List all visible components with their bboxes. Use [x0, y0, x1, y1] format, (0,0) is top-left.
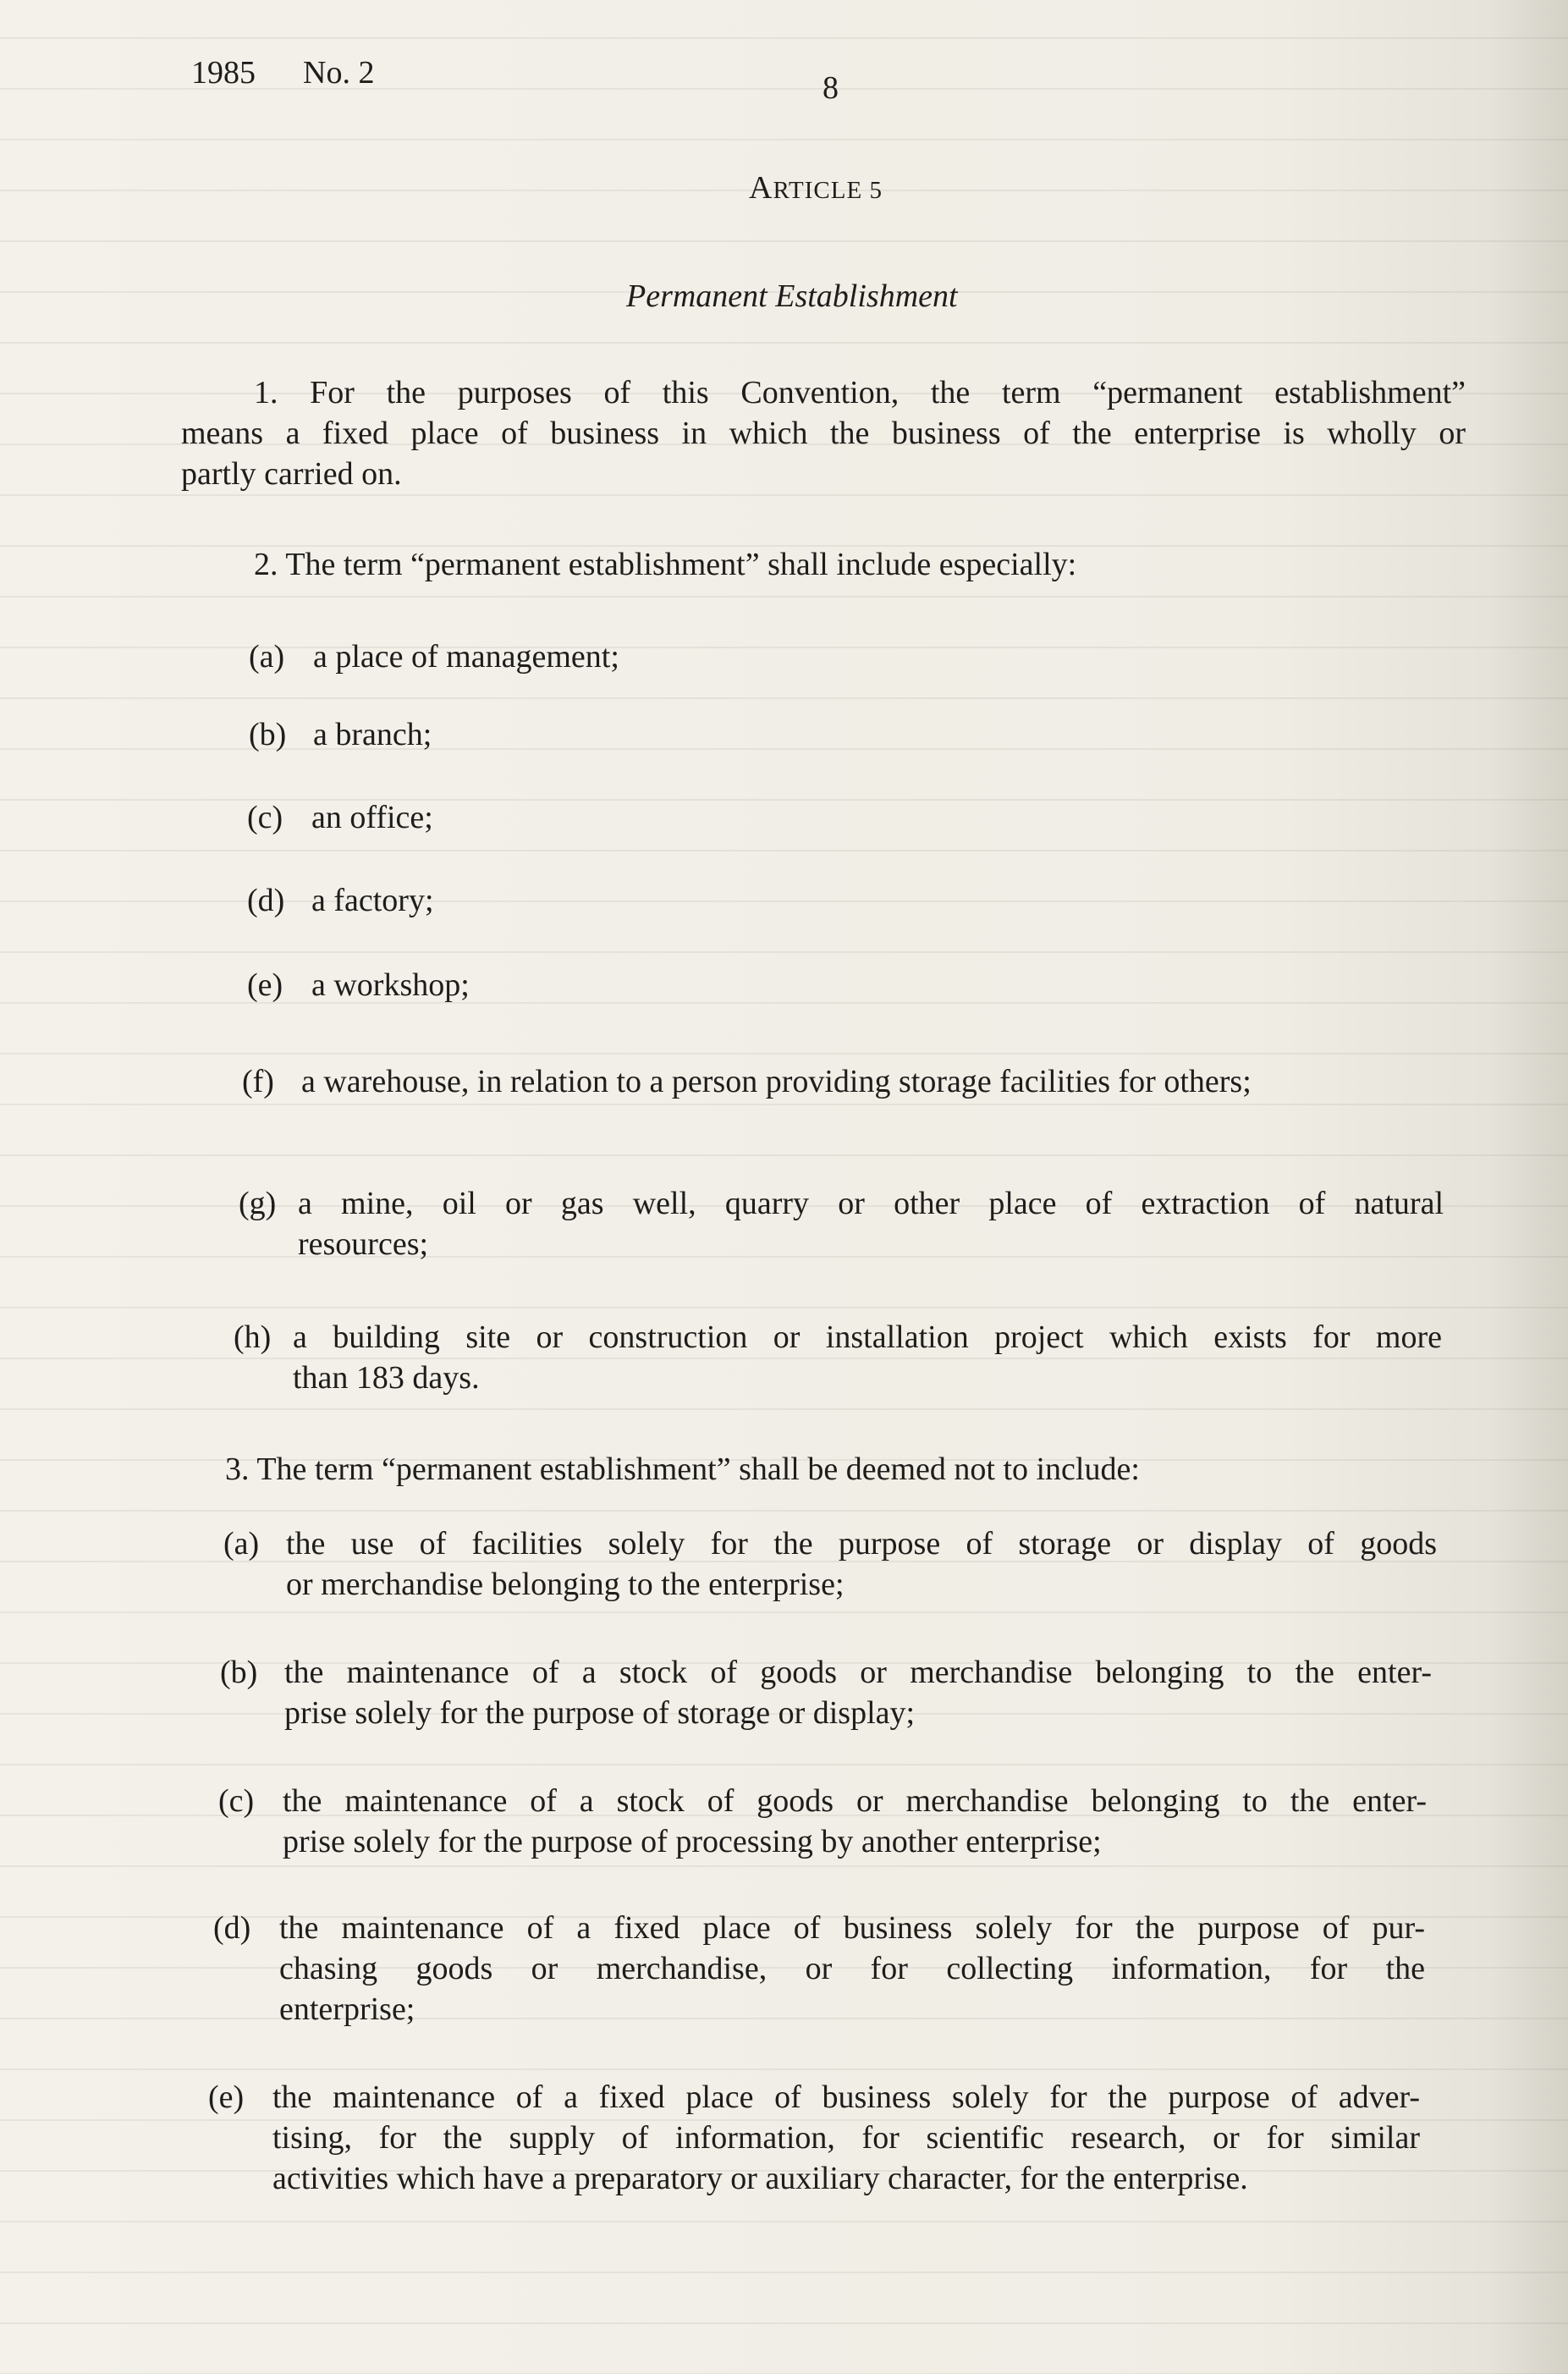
item-text: a warehouse, in relation to a person providing storage facilities for others;	[301, 1064, 1252, 1099]
item-label: (a)	[249, 639, 285, 675]
item-text: a mine, oil or gas well, quarry or other place of extraction of natural	[298, 1186, 1444, 1221]
para3-intro: 3. The term “permanent establishment” shall be deemed not to include:	[225, 1451, 1140, 1487]
item-label: (d)	[213, 1910, 251, 1946]
item-text: the maintenance of a stock of goods or merchandise belonging to the enter-	[283, 1783, 1427, 1819]
item-label: (b)	[249, 717, 287, 752]
item-text: a branch;	[313, 717, 432, 752]
para2-intro: 2. The term “permanent establishment” shall include especially:	[254, 547, 1077, 582]
article-title-rest: RTICLE 5	[773, 177, 883, 204]
para1-line: 1. For the purposes of this Convention, the term “permanent establishment”	[254, 375, 1466, 410]
item-text: tising, for the supply of information, for scientific research, or for similar	[272, 2120, 1420, 2156]
article-subtitle: Permanent Establishment	[626, 278, 958, 314]
item-label: (c)	[218, 1783, 255, 1819]
page-number: 8	[823, 70, 839, 106]
header-number: No. 2	[303, 55, 375, 91]
item-text: chasing goods or merchandise, or for collecting information, for the	[279, 1951, 1425, 1986]
header-year: 1985	[191, 55, 256, 91]
para1-line: partly carried on.	[181, 456, 402, 492]
item-text: resources;	[298, 1226, 429, 1262]
item-label: (h)	[234, 1319, 272, 1355]
item-label: (g)	[239, 1186, 277, 1221]
item-text: the maintenance of a fixed place of business solely for the purpose of pur-	[279, 1910, 1425, 1946]
para1-line: means a fixed place of business in which the business of the enterprise is wholly or	[181, 416, 1466, 451]
item-text: the maintenance of a fixed place of business solely for the purpose of adver-	[272, 2079, 1420, 2115]
item-label: (e)	[247, 967, 283, 1003]
item-text: a building site or construction or installation project which exists for more	[293, 1319, 1442, 1355]
article-title	[749, 168, 883, 211]
article-title-cap: A	[749, 170, 773, 206]
item-text: the use of facilities solely for the purpose of storage or display of goods	[286, 1526, 1437, 1562]
item-text: prise solely for the purpose of storage or display;	[284, 1695, 916, 1731]
item-label: (e)	[208, 2079, 245, 2115]
item-text: activities which have a preparatory or auxiliary character, for the enterprise.	[272, 2161, 1248, 2196]
item-label: (f)	[242, 1064, 274, 1099]
item-text: enterprise;	[279, 1991, 415, 2027]
item-text: prise solely for the purpose of processing by another enterprise;	[283, 1824, 1102, 1859]
item-label: (c)	[247, 800, 283, 835]
item-label: (d)	[247, 883, 285, 918]
item-label: (b)	[220, 1655, 258, 1690]
item-text: a workshop;	[311, 967, 470, 1003]
item-text: a factory;	[311, 883, 434, 918]
item-label: (a)	[223, 1526, 260, 1562]
item-text: a place of management;	[313, 639, 619, 675]
item-text: or merchandise belonging to the enterprise;	[286, 1567, 845, 1602]
item-text: an office;	[311, 800, 433, 835]
item-text: than 183 days.	[293, 1360, 480, 1396]
item-text: the maintenance of a stock of goods or merchandise belonging to the enter-	[284, 1655, 1432, 1690]
